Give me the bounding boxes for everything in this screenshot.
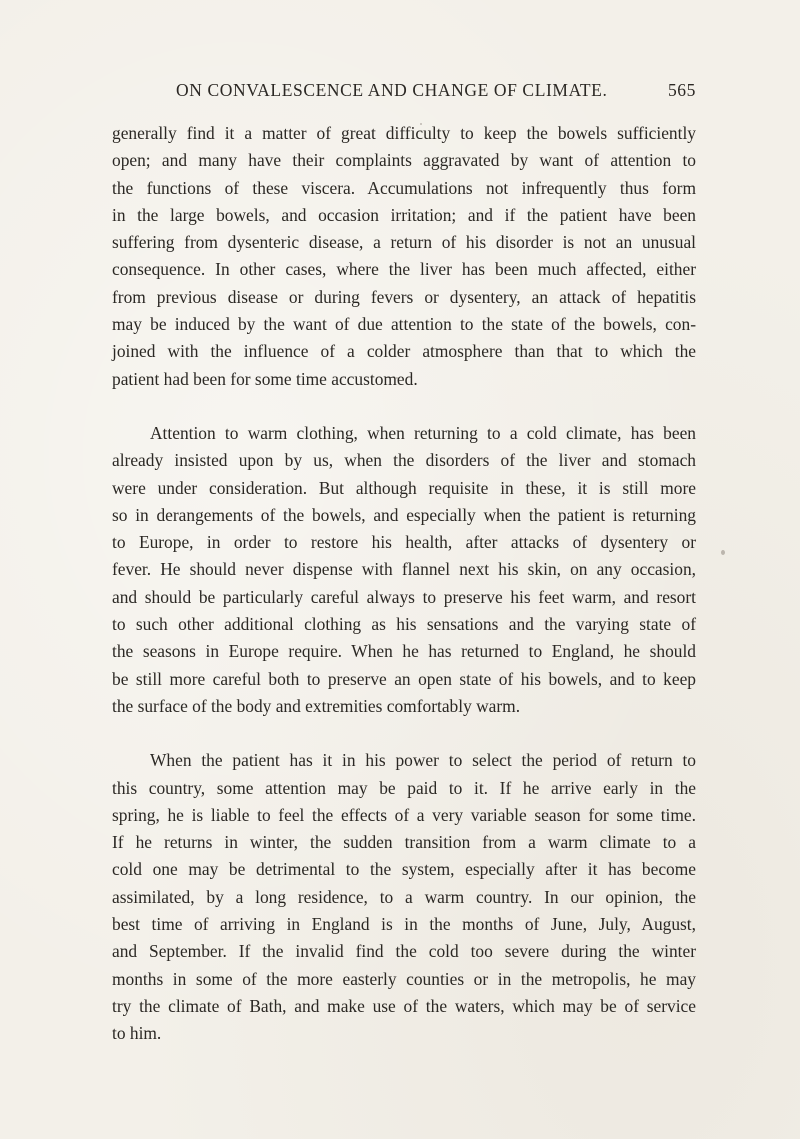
text-line: spring, he is liable to feel the effects of a very variable season for some time.	[112, 804, 696, 825]
paper-speck	[396, 377, 398, 379]
text-line: may be induced by the want of due attention to the state of the bowels, con-	[112, 314, 696, 335]
text-line: from previous disease or during fevers or dysentery, an attack of hepatitis	[112, 286, 696, 307]
text-line: the functions of these viscera. Accumulations not infrequently thus form	[112, 177, 696, 198]
paper-speck	[721, 550, 725, 555]
paragraph-2	[112, 420, 696, 720]
text-line: be still more careful both to preserve an open state of his bowels, and to keep	[112, 668, 696, 689]
text-line: so in derangements of the bowels, and especially when the patient is returning	[112, 504, 696, 525]
text-line: this country, some attention may be paid to it. If he arrive early in the	[112, 777, 696, 798]
text-line: and September. If the invalid find the cold too severe during the winter	[112, 941, 696, 962]
paper-speck	[420, 123, 422, 125]
text-line: Attention to warm clothing, when returning to a cold climate, has been	[150, 422, 696, 443]
text-line: to Europe, in order to restore his health, after attacks of dysentery or	[112, 532, 696, 553]
text-line: assimilated, by a long residence, to a warm country. In our opinion, the	[112, 886, 696, 907]
paragraph-3	[112, 747, 696, 1047]
text-line: in the large bowels, and occasion irritation; and if the patient have been	[112, 204, 696, 225]
running-head	[112, 80, 696, 104]
text-line: If he returns in winter, the sudden transition from a warm climate to a	[112, 832, 696, 853]
text-line: months in some of the more easterly counties or in the metropolis, he may	[112, 968, 696, 989]
text-line: to him.	[112, 1023, 162, 1044]
page-number: 565	[667, 80, 696, 100]
text-line: fever. He should never dispense with flannel next his skin, on any occasion,	[112, 559, 696, 580]
text-line: already insisted upon by us, when the disorders of the liver and stomach	[112, 450, 696, 471]
text-line: open; and many have their complaints aggravated by want of attention to	[112, 150, 696, 171]
running-title: ON CONVALESCENCE AND CHANGE OF CLIMATE.	[176, 80, 608, 100]
text-line: try the climate of Bath, and make use of the waters, which may be of service	[112, 995, 696, 1016]
text-line: joined with the influence of a colder atmosphere than that to which the	[112, 341, 696, 362]
text-line: consequence. In other cases, where the liver has been much affected, either	[112, 259, 696, 280]
text-line: When the patient has it in his power to select the period of return to	[150, 750, 696, 771]
text-line: to such other additional clothing as his sensations and the varying state of	[112, 614, 696, 635]
text-line: and should be particularly careful always to preserve his feet warm, and resort	[112, 586, 696, 607]
text-line: cold one may be detrimental to the system, especially after it has become	[112, 859, 696, 880]
text-line: the seasons in Europe require. When he has returned to England, he should	[112, 641, 696, 662]
body-text	[112, 120, 696, 1048]
text-line: were under consideration. But although requisite in these, it is still more	[112, 477, 696, 498]
text-line: best time of arriving in England is in the months of June, July, August,	[112, 914, 696, 935]
text-line: patient had been for some time accustomed.	[112, 368, 418, 389]
paragraph-1	[112, 120, 696, 393]
text-line: generally find it a matter of great difficulty to keep the bowels sufficiently	[112, 123, 696, 143]
text-line: suffering from dysenteric disease, a return of his disorder is not an unusual	[112, 232, 696, 253]
text-line: the surface of the body and extremities comfortably warm.	[112, 695, 521, 716]
